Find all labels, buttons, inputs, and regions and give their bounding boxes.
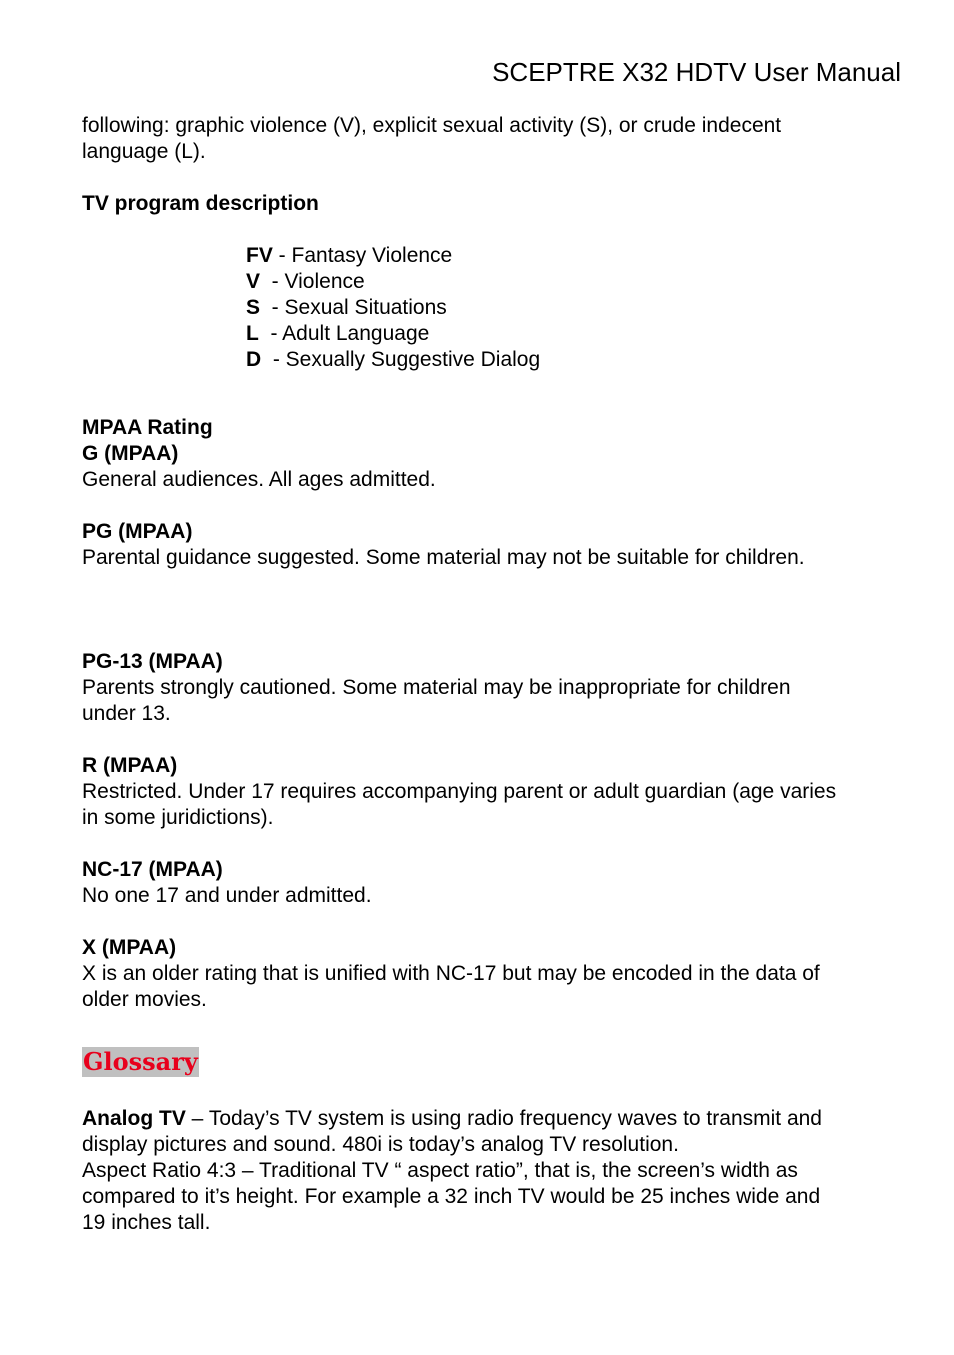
glossary-definition: display pictures and sound. 480i is today’s analog TV resolution. xyxy=(82,1133,679,1156)
description-label: Adult Language xyxy=(282,322,430,345)
description-item xyxy=(246,243,908,269)
glossary-entry-analog-tv xyxy=(82,1106,908,1132)
rating-title: R (MPAA) xyxy=(82,754,178,777)
description-separator: - xyxy=(261,348,286,371)
spacer xyxy=(82,1013,908,1047)
glossary-heading: Glossary xyxy=(83,1047,198,1076)
description-code: V xyxy=(246,270,261,293)
spacer xyxy=(82,165,908,191)
description-separator: - xyxy=(258,322,283,345)
description-separator: - xyxy=(272,244,292,267)
rating-description: Parental guidance suggested. Some material may not be suitable for children. xyxy=(82,546,805,569)
spacer xyxy=(82,1077,908,1106)
rating-description: Restricted. Under 17 requires accompanying parent or adult guardian (age varies xyxy=(82,780,837,803)
spacer xyxy=(82,373,908,399)
intro-text-line-1: following: graphic violence (V), explicit sexual activity (S), or crude indecent xyxy=(82,114,782,137)
spacer xyxy=(82,571,908,649)
spacer xyxy=(82,727,908,753)
description-item xyxy=(246,321,908,347)
intro-text-line-2: language (L). xyxy=(82,140,206,163)
description-item xyxy=(246,295,908,321)
description-code: FV xyxy=(246,244,273,267)
spacer xyxy=(82,217,908,243)
rating-description: under 13. xyxy=(82,702,171,725)
spacer xyxy=(82,909,908,935)
spacer xyxy=(82,399,908,415)
description-separator: - xyxy=(260,270,285,293)
rating-title: G (MPAA) xyxy=(82,442,179,465)
spacer xyxy=(82,493,908,519)
rating-description: Parents strongly cautioned. Some material may be inappropriate for children xyxy=(82,676,791,699)
description-label: Violence xyxy=(284,270,365,293)
description-item xyxy=(246,347,908,373)
description-code: D xyxy=(246,348,262,371)
rating-description: General audiences. All ages admitted. xyxy=(82,468,436,491)
glossary-definition: – Today’s TV system is using radio frequency waves to transmit and xyxy=(185,1107,822,1130)
description-code: S xyxy=(246,296,261,319)
rating-description: No one 17 and under admitted. xyxy=(82,884,372,907)
rating-description: X is an older rating that is unified with NC-17 but may be encoded in the data of xyxy=(82,962,820,985)
rating-description: in some juridictions). xyxy=(82,806,274,829)
description-separator: - xyxy=(260,296,285,319)
glossary-definition: 19 inches tall. xyxy=(82,1211,211,1234)
mpaa-rating-heading: MPAA Rating xyxy=(82,416,213,439)
rating-title: NC-17 (MPAA) xyxy=(82,858,223,881)
rating-description: older movies. xyxy=(82,988,207,1011)
description-label: Fantasy Violence xyxy=(291,244,453,267)
description-label: Sexual Situations xyxy=(284,296,447,319)
description-label: Sexually Suggestive Dialog xyxy=(285,348,541,371)
document-body xyxy=(82,113,908,1236)
glossary-entry-aspect-ratio: Aspect Ratio 4:3 – Traditional TV “ aspect ratio”, that is, the screen’s width as xyxy=(82,1159,798,1182)
page-header-title: SCEPTRE X32 HDTV User Manual xyxy=(492,57,901,87)
spacer xyxy=(82,831,908,857)
tv-program-description-list xyxy=(246,243,908,373)
rating-title: PG (MPAA) xyxy=(82,520,193,543)
description-code: L xyxy=(246,322,259,345)
tv-program-description-heading: TV program description xyxy=(82,192,319,215)
glossary-term: Analog TV xyxy=(82,1107,186,1130)
rating-title: X (MPAA) xyxy=(82,936,177,959)
glossary-definition: compared to it’s height. For example a 32 inch TV would be 25 inches wide and xyxy=(82,1185,821,1208)
description-item xyxy=(246,269,908,295)
rating-title: PG-13 (MPAA) xyxy=(82,650,223,673)
glossary-heading-wrapper xyxy=(82,1047,908,1077)
